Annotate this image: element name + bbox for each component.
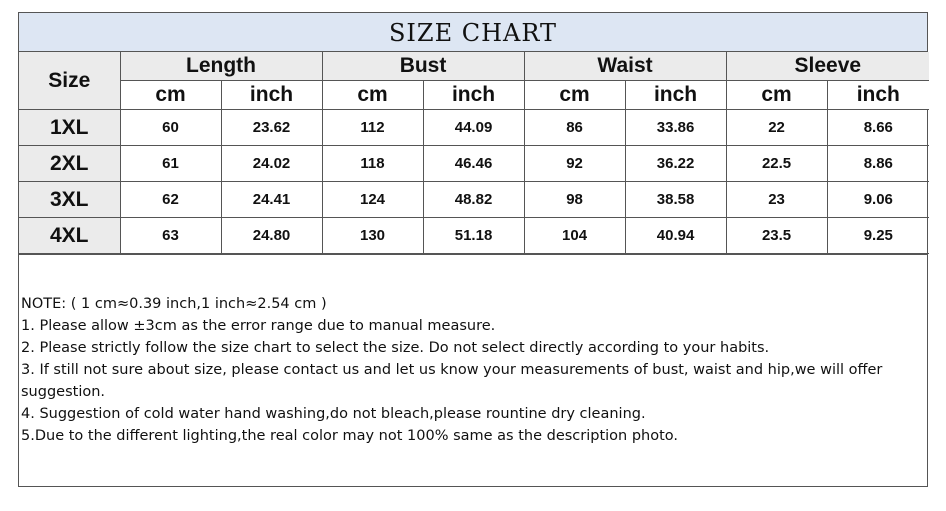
size-cell: 3XL — [19, 182, 120, 218]
table-cell: 23.5 — [726, 218, 827, 254]
note-line: 4. Suggestion of cold water hand washing,do not bleach,please rountine dry cleaning. — [21, 406, 646, 422]
note-line: 1. Please allow ±3cm as the error range due to manual measure. — [21, 318, 496, 334]
table-row — [19, 218, 929, 254]
notes-section — [19, 254, 927, 486]
unit-header: cm — [726, 81, 827, 110]
table-row — [19, 146, 929, 182]
table-cell: 24.02 — [221, 146, 322, 182]
table-cell: 112 — [322, 110, 423, 146]
table-cell: 23.62 — [221, 110, 322, 146]
table-cell: 48.82 — [423, 182, 524, 218]
unit-header: inch — [221, 81, 322, 110]
table-cell: 24.41 — [221, 182, 322, 218]
table-cell: 63 — [120, 218, 221, 254]
table-cell: 124 — [322, 182, 423, 218]
table-cell: 23 — [726, 182, 827, 218]
table-cell: 9.25 — [827, 218, 929, 254]
note-line: 2. Please strictly follow the size chart to select the size. Do not select directly according to your habits. — [21, 340, 770, 356]
table-cell: 36.22 — [625, 146, 726, 182]
table-row — [19, 182, 929, 218]
size-chart — [18, 12, 928, 487]
sleeve-header: Sleeve — [726, 52, 929, 81]
unit-header: cm — [524, 81, 625, 110]
size-cell: 1XL — [19, 110, 120, 146]
chart-title: SIZE CHART — [19, 13, 927, 52]
note-line: 3. If still not sure about size, please contact us and let us know your measurements of bust, waist and hip,we will offer suggestion. — [21, 362, 883, 400]
unit-header: cm — [322, 81, 423, 110]
table-cell: 24.80 — [221, 218, 322, 254]
size-table — [19, 52, 929, 254]
bust-header: Bust — [322, 52, 524, 81]
table-cell: 22 — [726, 110, 827, 146]
table-cell: 61 — [120, 146, 221, 182]
table-cell: 22.5 — [726, 146, 827, 182]
table-cell: 92 — [524, 146, 625, 182]
table-cell: 46.46 — [423, 146, 524, 182]
table-cell: 33.86 — [625, 110, 726, 146]
unit-header-row — [19, 81, 929, 110]
table-cell: 44.09 — [423, 110, 524, 146]
table-cell: 51.18 — [423, 218, 524, 254]
table-cell: 8.66 — [827, 110, 929, 146]
table-cell: 9.06 — [827, 182, 929, 218]
waist-header: Waist — [524, 52, 726, 81]
table-cell: 86 — [524, 110, 625, 146]
table-cell: 118 — [322, 146, 423, 182]
table-row — [19, 110, 929, 146]
table-cell: 62 — [120, 182, 221, 218]
length-header: Length — [120, 52, 322, 81]
table-cell: 98 — [524, 182, 625, 218]
table-cell: 8.86 — [827, 146, 929, 182]
size-cell: 4XL — [19, 218, 120, 254]
table-cell: 38.58 — [625, 182, 726, 218]
unit-header: inch — [625, 81, 726, 110]
size-cell: 2XL — [19, 146, 120, 182]
table-cell: 130 — [322, 218, 423, 254]
table-cell: 40.94 — [625, 218, 726, 254]
unit-header: inch — [423, 81, 524, 110]
table-cell: 60 — [120, 110, 221, 146]
table-cell: 104 — [524, 218, 625, 254]
size-header: Size — [19, 52, 120, 110]
note-line: 5.Due to the different lighting,the real color may not 100% same as the description photo. — [21, 428, 679, 444]
unit-header: cm — [120, 81, 221, 110]
unit-header: inch — [827, 81, 929, 110]
group-header-row — [19, 52, 929, 81]
note-line: NOTE: ( 1 cm≈0.39 inch,1 inch≈2.54 cm ) — [21, 296, 327, 312]
